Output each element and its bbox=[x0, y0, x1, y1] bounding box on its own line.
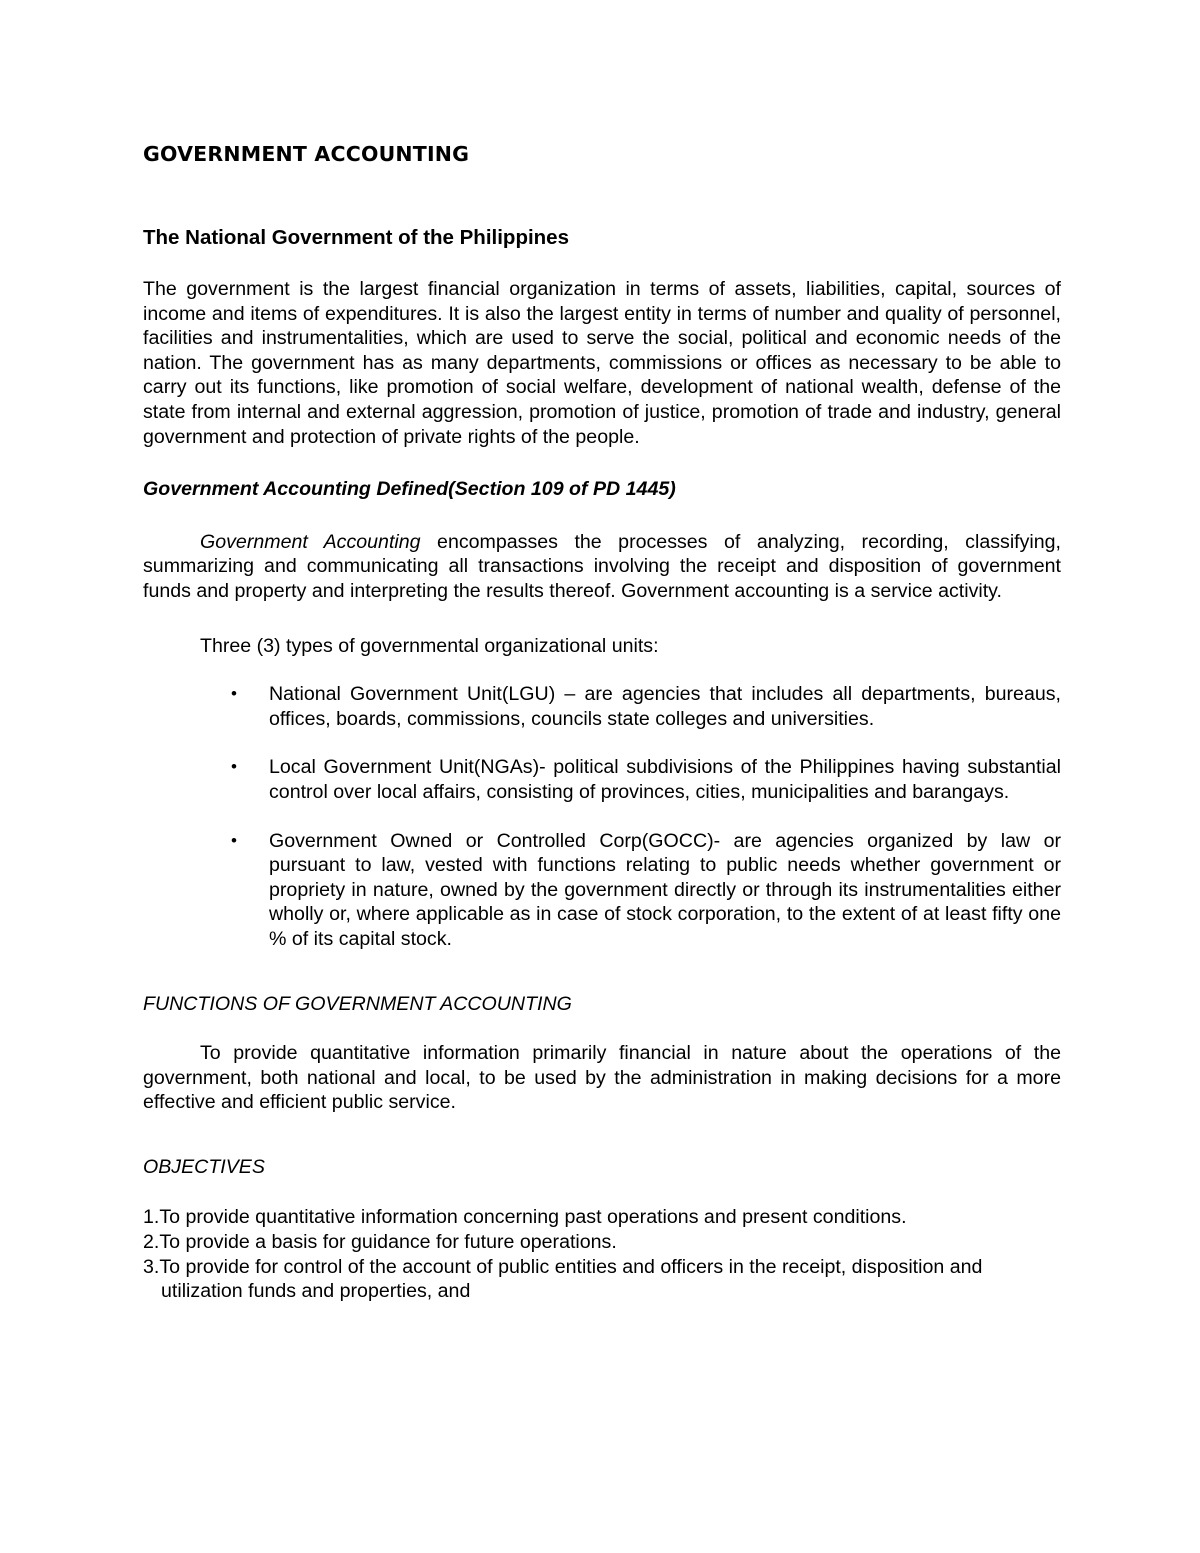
definition-text: encompasses the processes of analyzing, recording, classifying, summarizing and communicating all transactions involving the receipt and disposition of government funds and property and interpreting the results thereof. Government accounting is a service activity. bbox=[143, 530, 1062, 602]
list-item: 2.To provide a basis for guidance for future operations. bbox=[143, 1231, 617, 1254]
list-item bbox=[143, 682, 1061, 731]
bullet-icon: • bbox=[231, 684, 237, 704]
types-intro: Three (3) types of governmental organizational units: bbox=[200, 634, 659, 657]
objectives-heading: OBJECTIVES bbox=[143, 1155, 265, 1178]
unit-types-list bbox=[143, 682, 1061, 951]
list-item bbox=[143, 755, 1061, 804]
document-title: GOVERNMENT ACCOUNTING bbox=[143, 142, 470, 166]
list-item: 3.To provide for control of the account of public entities and officers in the receipt, disposition and utilization funds and properties, and bbox=[143, 1255, 983, 1303]
national-government-paragraph: The government is the largest financial organization in terms of assets, liabilities, capital, sources of income and items of expenditures. It is also the largest entity in terms of number and quality of personnel, facilities and instrumentalities, which are used to serve the social, political and economic needs of the nation. The government has as many departments, commissions or offices as necessary to be able to carry out its functions, like promotion of social welfare, development of national wealth, defense of the state from internal and external aggression, promotion of justice, promotion of trade and industry, general government and protection of private rights of the people. bbox=[143, 278, 1061, 448]
definition-paragraph bbox=[143, 530, 1061, 604]
document-page bbox=[143, 140, 1061, 1304]
bullet-icon: • bbox=[231, 830, 237, 850]
objectives-list bbox=[143, 1205, 1061, 1303]
unit-type-gocc: Government Owned or Controlled Corp(GOCC)- are agencies organized by law or pursuant to law, vested with functions relating to public needs whether government or propriety in nature, owned by the government directly or through its instrumentalities either wholly or, where applicable as in case of stock corporation, to the extent of at least fifty one % of its capital stock. bbox=[269, 829, 1061, 950]
functions-paragraph: To provide quantitative information primarily financial in nature about the operations of the government, both national and local, to be used by the administration in making decisions for a more effective and efficient public service. bbox=[143, 1042, 1061, 1114]
bullet-icon: • bbox=[231, 757, 237, 777]
list-item bbox=[143, 829, 1061, 952]
unit-type-local: Local Government Unit(NGAs)- political subdivisions of the Philippines having substantial control over local affairs, consisting of provinces, cities, municipalities and barangays. bbox=[269, 756, 1061, 803]
definition-term: Government Accounting bbox=[200, 530, 421, 553]
list-item: 1.To provide quantitative information concerning past operations and present conditions. bbox=[143, 1206, 907, 1229]
definition-heading: Government Accounting Defined(Section 109 of PD 1445) bbox=[143, 478, 676, 501]
unit-type-national: National Government Unit(LGU) – are agencies that includes all departments, bureaus, offices, boards, commissions, councils state colleges and universities. bbox=[269, 683, 1061, 730]
functions-heading: FUNCTIONS OF GOVERNMENT ACCOUNTING bbox=[143, 993, 572, 1016]
section-heading-national-government: The National Government of the Philippines bbox=[143, 226, 569, 249]
